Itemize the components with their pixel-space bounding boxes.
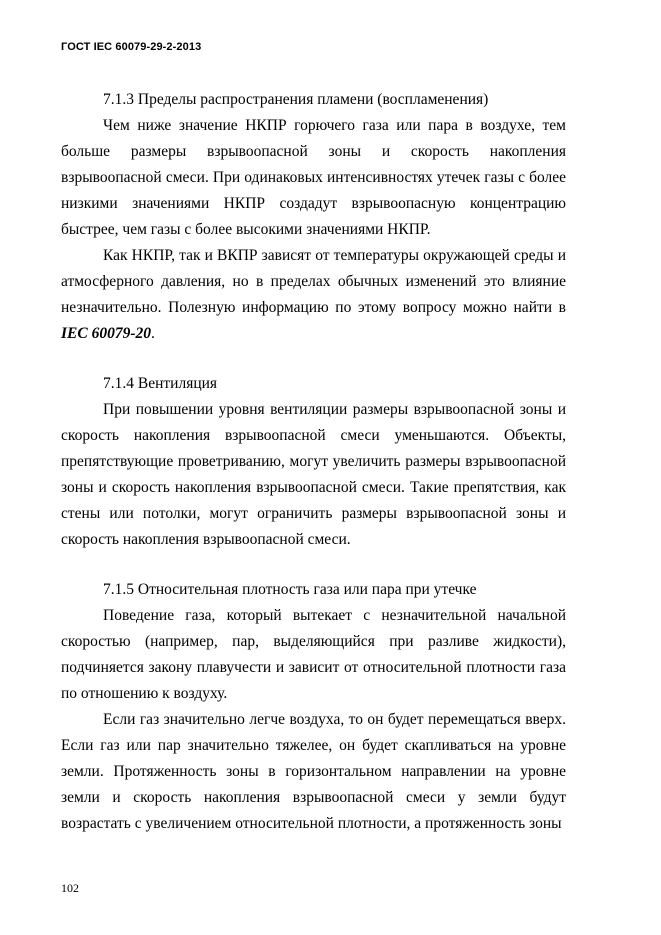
paragraph [61,243,566,347]
paragraph-end: . [151,325,155,342]
standard-reference: IEC 60079-20 [61,325,151,342]
section-heading-7-1-3: 7.1.3 Пределы распространения пламени (воспламенения) [103,91,489,108]
document-body [61,87,566,837]
paragraph-text: Как НКПР, так и ВКПР зависят от температуры окружающей среды и атмосферного давления, но в пределах обычных изменений это влияние незначительно. Полезную информацию по этому вопросу можно найти в [61,247,566,316]
paragraph: Поведение газа, который вытекает с незначительной начальной скоростью (например, пар, выделяющийся при разливе жидкости), подчиняется закону плавучести и зависит от относительной плотности газа по отношению к воздуху. [61,607,566,702]
section-heading-7-1-5: 7.1.5 Относительная плотность газа или пара при утечке [103,581,477,598]
paragraph: При повышении уровня вентиляции размеры взрывоопасной зоны и скорость накопления взрывоопасной смеси уменьшаются. Объекты, препятствующие проветриванию, могут увеличить размеры взрывоопасной зоны и скорость накопления взрывоопасной смеси. Такие препятствия, как стены или потолки, могут ограничить размеры взрывоопасной зоны и скорость накопления взрывоопасной смеси. [61,401,566,548]
paragraph: Если газ значительно легче воздуха, то он будет перемещаться вверх. Если газ или пар значительно тяжелее, он будет скапливаться на уровне земли. Протяженность зоны в горизонтальном направлении на уровне земли и скорость накопления взрывоопасной смеси у земли будут возрастать с увеличением относительной плотности, а протяженность зоны [61,711,566,832]
section-gap [61,553,566,577]
section-gap [61,347,566,371]
page-number: 102 [61,881,79,895]
section-heading-7-1-4: 7.1.4 Вентиляция [103,375,218,392]
paragraph: Чем ниже значение НКПР горючего газа или пара в воздухе, тем больше размеры взрывоопасной зоны и скорость накопления взрывоопасной смеси. При одинаковых интенсивностях утечек газы с более низкими значениями НКПР создадут взрывоопасную концентрацию быстрее, чем газы с более высокими значениями НКПР. [61,117,566,238]
document-header: ГОСТ IEC 60079-29-2-2013 [61,41,202,53]
